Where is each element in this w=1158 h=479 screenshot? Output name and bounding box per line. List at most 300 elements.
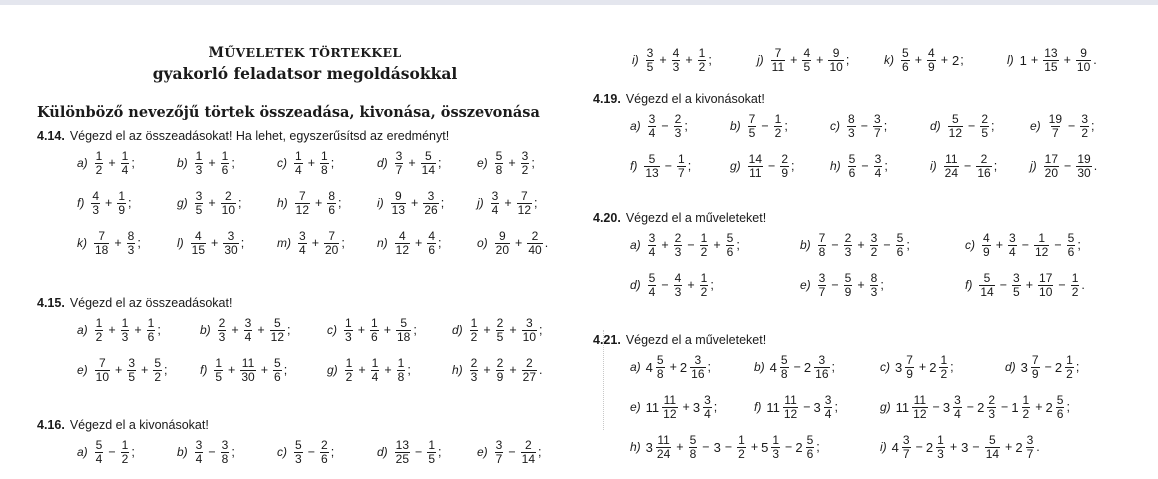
numerator: 1 [698, 45, 706, 60]
expression [977, 272, 1085, 299]
whole-part: 2 [929, 359, 937, 375]
whole-part: 3 [942, 399, 951, 415]
denominator: 10 [1039, 284, 1053, 299]
fraction [221, 150, 230, 177]
item-label: l) [1007, 53, 1014, 67]
fraction [1067, 232, 1076, 259]
numerator: 3 [244, 315, 252, 330]
denominator: 18 [95, 242, 109, 257]
denominator: 11 [771, 59, 785, 74]
fraction [496, 357, 505, 384]
item-label: c) [965, 238, 975, 252]
fraction [677, 153, 686, 180]
item-label: f) [200, 363, 208, 377]
item-label: f) [77, 196, 85, 210]
exercise-heading [37, 418, 209, 432]
denominator: 2 [1071, 284, 1079, 299]
fraction [905, 354, 914, 381]
numerator: 1 [215, 355, 223, 370]
item-label: c) [880, 360, 890, 374]
fraction [95, 357, 110, 384]
exercise-4-20 [593, 211, 1085, 305]
item-label: k) [77, 236, 87, 250]
item-label: c) [277, 156, 287, 170]
mixed-number [892, 434, 913, 461]
operator: − [883, 238, 891, 252]
expression [292, 439, 334, 466]
denominator: 3 [848, 125, 855, 140]
fraction [656, 354, 665, 381]
numerator: 1 [397, 355, 405, 370]
numerator: 9 [832, 45, 840, 60]
item-label: a) [77, 323, 88, 337]
fraction [117, 190, 126, 217]
end-punctuation: ; [710, 278, 714, 292]
whole-part: 1 [1011, 399, 1019, 415]
denominator: 2 [700, 284, 708, 299]
exercise-item [77, 223, 141, 263]
fraction [726, 232, 735, 259]
fraction [980, 113, 989, 140]
denominator: 14 [521, 451, 536, 466]
exercise-instruction: Végezd el az összeadásokat! [69, 296, 233, 310]
fraction [818, 272, 827, 299]
item-label: i) [880, 440, 887, 454]
fraction [147, 317, 156, 344]
expression [646, 232, 740, 259]
operator: + [857, 238, 865, 252]
exercise-row [593, 106, 1095, 146]
end-punctuation: ; [283, 363, 288, 377]
exercise-number: 4.15. [37, 296, 65, 310]
item-label: a) [77, 156, 88, 170]
expression [93, 357, 168, 384]
numerator: 11 [945, 151, 958, 166]
numerator: 3 [824, 392, 832, 407]
numerator: 11 [913, 392, 927, 407]
item-label: i) [377, 196, 384, 210]
fraction [1043, 47, 1058, 74]
expression [766, 394, 838, 421]
operator: − [831, 238, 839, 252]
fraction [345, 357, 354, 384]
fraction [470, 357, 479, 384]
end-punctuation: ; [884, 159, 888, 173]
exercise-item [1007, 40, 1097, 80]
exercise-item [377, 223, 442, 263]
fraction [396, 317, 411, 344]
fraction [522, 317, 537, 344]
exercise-instruction: Végezd el a kivonásokat! [69, 418, 209, 432]
exercise-item [377, 183, 444, 223]
fraction [495, 439, 504, 466]
exercise-row [37, 143, 535, 183]
operator: + [357, 323, 365, 337]
whole-part: 4 [891, 439, 899, 455]
numerator: 5 [989, 432, 996, 447]
denominator: 7 [495, 451, 503, 466]
fraction [674, 232, 683, 259]
denominator: 2 [1022, 406, 1030, 421]
denominator: 20 [495, 242, 510, 257]
denominator: 4 [195, 451, 203, 466]
item-label: e) [1030, 119, 1041, 133]
operator: + [411, 196, 419, 210]
denominator: 2 [470, 329, 478, 344]
exercise-item [200, 310, 291, 350]
operator: + [483, 363, 491, 377]
numerator: 3 [221, 437, 229, 452]
fraction [127, 357, 136, 384]
numerator: 1 [121, 315, 129, 330]
operator: + [687, 278, 695, 292]
integer: 1 [1019, 52, 1027, 68]
numerator: 1 [1071, 270, 1079, 285]
denominator: 3 [674, 284, 682, 299]
fraction [344, 317, 353, 344]
fraction [521, 439, 536, 466]
numerator: 1 [295, 148, 302, 163]
end-punctuation: ; [538, 445, 542, 459]
operator: + [483, 323, 491, 337]
end-punctuation: ; [831, 360, 835, 374]
expression [216, 317, 291, 344]
end-punctuation: ; [131, 156, 135, 170]
operator: − [860, 119, 868, 133]
mixed-number [929, 354, 950, 381]
fraction [470, 317, 479, 344]
exercise-item [630, 146, 691, 186]
denominator: 16 [977, 165, 991, 180]
operator: − [415, 445, 423, 459]
numerator: 7 [98, 228, 106, 243]
item-label: b) [177, 445, 188, 459]
denominator: 24 [944, 165, 959, 180]
exercise-item [757, 40, 849, 80]
whole-part: 2 [1015, 439, 1023, 455]
expression [393, 439, 442, 466]
fraction [91, 190, 100, 217]
operator: − [768, 159, 776, 173]
integer: 3 [961, 439, 969, 455]
denominator: 16 [815, 366, 829, 381]
operator: + [384, 363, 392, 377]
integer: 2 [952, 52, 960, 68]
whole-part: 2 [977, 399, 985, 415]
expression [646, 272, 714, 299]
exercise-item [1030, 146, 1097, 186]
denominator: 4 [954, 406, 961, 421]
exercise-number: 4.14. [37, 129, 65, 143]
exercise-item [77, 310, 161, 350]
operator: + [995, 238, 1003, 252]
numerator: 1 [1022, 392, 1030, 407]
denominator: 30 [1077, 165, 1091, 180]
fraction [521, 150, 530, 177]
operator: + [307, 156, 315, 170]
denominator: 5 [981, 125, 989, 140]
exercise-item [77, 183, 132, 223]
end-punctuation: ; [438, 236, 442, 250]
exercise-item [880, 347, 954, 387]
mixed-number [804, 354, 832, 381]
numerator: 11 [663, 392, 677, 407]
expression [899, 47, 964, 74]
operator: − [1054, 238, 1062, 252]
numerator: 1 [371, 315, 378, 330]
denominator: 3 [295, 451, 302, 466]
fraction [987, 394, 996, 421]
expression [393, 230, 442, 257]
operator: + [231, 323, 239, 337]
exercise-4-21 [593, 333, 1080, 467]
end-punctuation: ; [539, 323, 543, 337]
fraction [847, 113, 856, 140]
denominator: 12 [783, 406, 798, 421]
denominator: 2 [698, 59, 706, 74]
numerator: 5 [656, 352, 664, 367]
operator: + [208, 196, 216, 210]
fraction [1008, 232, 1017, 259]
fraction [127, 230, 136, 257]
denominator: 12 [295, 202, 310, 217]
operator: + [105, 196, 113, 210]
fraction [944, 153, 959, 180]
end-punctuation: ; [338, 196, 342, 210]
exercise-item [754, 347, 835, 387]
exercise-item [77, 350, 168, 390]
fraction [1048, 113, 1063, 140]
fraction [979, 272, 994, 299]
end-punctuation: ; [330, 156, 335, 170]
fraction [896, 232, 905, 259]
denominator: 6 [371, 329, 378, 344]
mixed-number [926, 434, 947, 461]
fraction [844, 272, 853, 299]
exercise-number: 4.19. [593, 92, 621, 106]
fraction [395, 230, 410, 257]
end-punctuation: ; [713, 400, 718, 414]
item-label: i) [930, 159, 937, 173]
denominator: 4 [648, 284, 656, 299]
exercise-item [200, 350, 287, 390]
whole-part: 2 [1045, 399, 1053, 415]
item-label: g) [177, 196, 188, 210]
exercise-instruction: Végezd el a műveleteket! [625, 211, 767, 225]
numerator: 1 [1038, 230, 1046, 245]
denominator: 30 [241, 369, 255, 384]
denominator: 20 [325, 242, 339, 257]
expression [980, 232, 1081, 259]
end-punctuation: ; [708, 53, 712, 67]
exercise-item [452, 310, 543, 350]
operator: + [918, 360, 927, 374]
topic-heading: Különböző nevezőjű törtek összeadása, kivonása, összevonása [37, 104, 540, 121]
whole-part: 2 [1054, 359, 1063, 375]
numerator: 3 [1013, 270, 1020, 285]
numerator: 3 [1009, 230, 1016, 245]
fraction [391, 190, 406, 217]
numerator: 2 [525, 437, 532, 452]
numerator: 1 [470, 315, 478, 330]
denominator: 2 [121, 451, 129, 466]
denominator: 8 [656, 366, 664, 381]
denominator: 4 [371, 369, 379, 384]
exercise-item [477, 223, 548, 263]
numerator: 2 [674, 111, 682, 126]
denominator: 6 [806, 446, 814, 461]
denominator: 7 [678, 165, 685, 180]
end-punctuation: ; [960, 53, 964, 67]
end-punctuation: ; [816, 440, 820, 454]
end-punctuation: ; [993, 159, 998, 173]
operator: − [687, 238, 695, 252]
operator: − [761, 119, 769, 133]
expression [644, 47, 712, 74]
whole-part: 3 [692, 399, 701, 415]
fraction [397, 357, 406, 384]
denominator: 14 [421, 162, 436, 177]
denominator: 12 [913, 406, 927, 421]
denominator: 9 [781, 165, 789, 180]
operator: − [964, 159, 972, 173]
exercise-number: 4.20. [593, 211, 621, 225]
operator: − [966, 400, 975, 414]
exercise-item [730, 106, 788, 146]
end-punctuation: ; [287, 323, 291, 337]
end-punctuation: ; [238, 196, 242, 210]
operator: + [1030, 53, 1039, 67]
denominator: 3 [870, 284, 878, 299]
exercise-item [377, 432, 442, 472]
numerator: 1 [428, 437, 436, 452]
numerator: 3 [874, 111, 881, 126]
fraction [295, 190, 310, 217]
fraction [646, 47, 655, 74]
expression [846, 153, 888, 180]
end-punctuation: ; [438, 445, 442, 459]
fraction [802, 47, 811, 74]
fraction [95, 150, 104, 177]
denominator: 5 [428, 451, 436, 466]
document-subtitle: gyakorló feladatsor megoldásokkal [152, 64, 458, 83]
exercise-heading [593, 333, 766, 347]
operator: − [702, 440, 710, 454]
exercise-row [37, 350, 543, 390]
numerator: 2 [526, 355, 533, 370]
numerator: 13 [395, 437, 410, 452]
end-punctuation: ; [880, 278, 884, 292]
mixed-number [943, 394, 964, 421]
mixed-number [1021, 354, 1042, 381]
denominator: 10 [829, 59, 843, 74]
numerator: 3 [648, 230, 656, 245]
denominator: 10 [1076, 59, 1091, 74]
numerator: 9 [395, 188, 402, 203]
item-label: e) [800, 278, 811, 292]
denominator: 4 [244, 329, 252, 344]
numerator: 19 [1077, 151, 1091, 166]
end-punctuation: ; [438, 156, 442, 170]
exercise-row [37, 223, 549, 263]
exercise-item [77, 143, 135, 183]
operator: + [1035, 400, 1043, 414]
expression [942, 153, 998, 180]
exercise-number: 4.16. [37, 418, 65, 432]
denominator: 4 [704, 406, 711, 421]
whole-part: 2 [803, 359, 812, 375]
fraction [824, 394, 833, 421]
fraction [774, 113, 783, 140]
denominator: 30 [224, 242, 238, 257]
document-title: MŰVELETEK TÖRTEKKEL [208, 45, 402, 61]
denominator: 13 [645, 165, 659, 180]
denominator: 26 [424, 202, 438, 217]
exercise-row [37, 432, 542, 472]
numerator: 7 [774, 45, 782, 60]
numerator: 7 [299, 188, 306, 203]
denominator: 12 [395, 242, 410, 257]
denominator: 6 [726, 244, 734, 259]
fraction [662, 394, 677, 421]
numerator: 2 [225, 188, 232, 203]
denominator: 8 [689, 446, 697, 461]
denominator: 13 [391, 202, 406, 217]
numerator: 4 [928, 45, 935, 60]
item-label: h) [277, 196, 288, 210]
mixed-number [1045, 392, 1070, 421]
denominator: 2 [1081, 125, 1089, 140]
numerator: 8 [870, 270, 878, 285]
exercise-4-14 [37, 129, 549, 263]
denominator: 4 [648, 244, 656, 259]
fraction [674, 113, 683, 140]
whole-part: 3 [813, 399, 821, 415]
whole-part: 2 [679, 359, 688, 375]
operator: − [1044, 360, 1052, 374]
fraction [927, 47, 936, 74]
exercise-item [452, 350, 543, 390]
operator: + [114, 236, 122, 250]
fraction [1026, 434, 1035, 461]
denominator: 9 [906, 366, 913, 381]
operator: + [504, 196, 512, 210]
operator: + [415, 236, 423, 250]
exercise-instruction: Végezd el a műveleteket! [625, 333, 767, 347]
denominator: 2 [154, 369, 162, 384]
denominator: 7 [1052, 125, 1059, 140]
operator: − [307, 445, 315, 459]
numerator: 3 [521, 148, 529, 163]
end-punctuation: . [1093, 159, 1098, 173]
numerator: 14 [748, 151, 763, 166]
end-punctuation: ; [687, 159, 692, 173]
fraction [496, 317, 505, 344]
expression [493, 150, 535, 177]
operator: + [669, 360, 677, 374]
denominator: 9 [118, 202, 126, 217]
operator: + [115, 363, 123, 377]
denominator: 9 [928, 59, 935, 74]
fraction [240, 357, 255, 384]
fraction [1065, 354, 1074, 381]
fraction [121, 439, 130, 466]
fraction [121, 317, 130, 344]
operator: − [999, 278, 1008, 292]
exercise-item [830, 106, 887, 146]
denominator: 7 [395, 162, 403, 177]
item-label: a) [630, 360, 641, 374]
